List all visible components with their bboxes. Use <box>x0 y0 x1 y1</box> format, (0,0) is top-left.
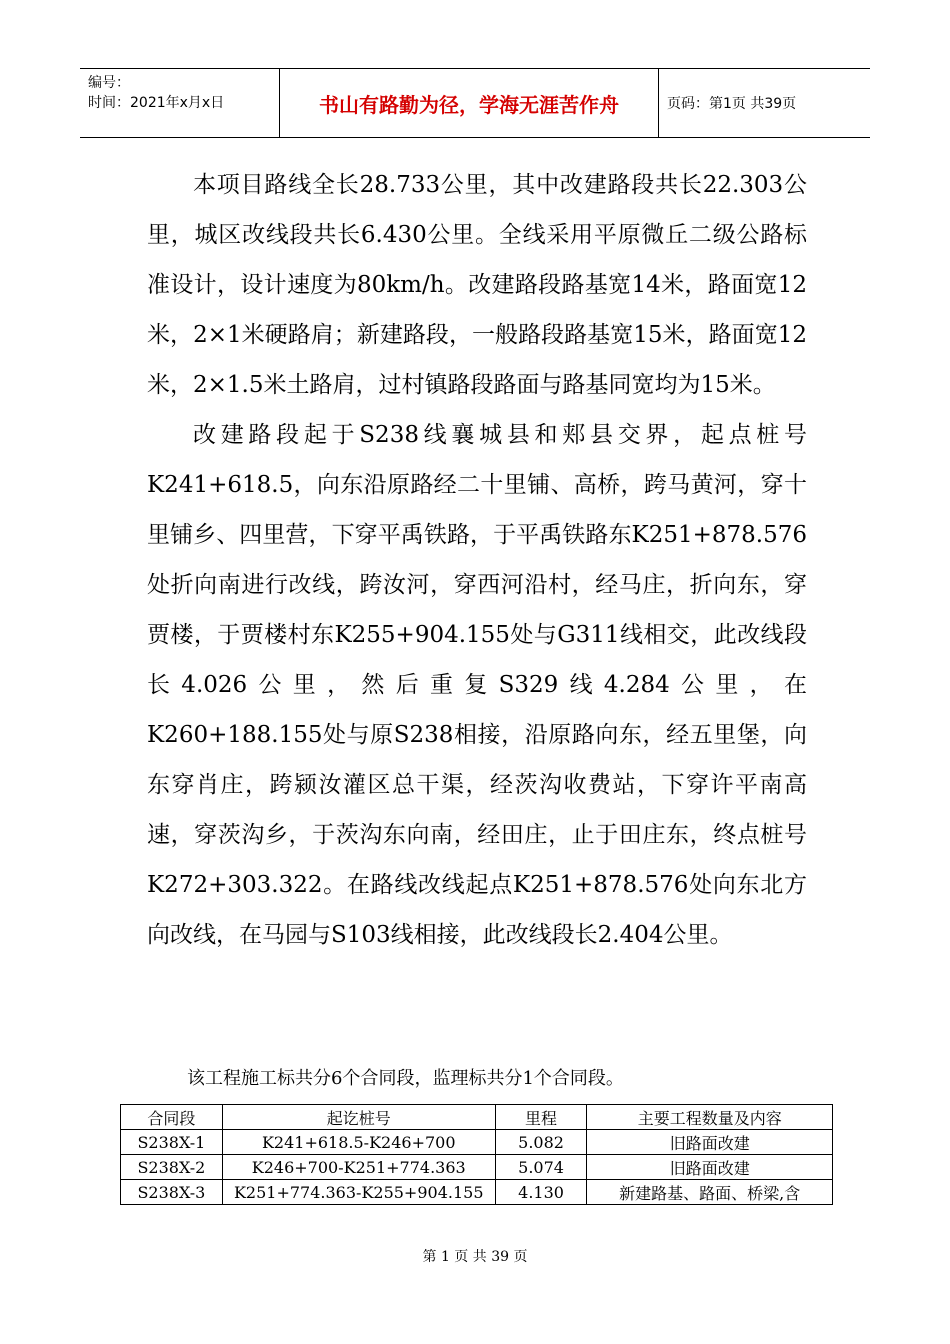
column-header: 合同段 <box>121 1105 223 1130</box>
body-text <box>147 160 807 960</box>
column-header: 主要工程数量及内容 <box>587 1105 833 1130</box>
document-number-label: 编号： <box>88 75 130 91</box>
table-row <box>121 1180 833 1205</box>
table-caption: 该工程施工标共分6个合同段，监理标共分1个合同段。 <box>187 1068 624 1089</box>
page-header <box>80 68 870 138</box>
table-cell: 旧路面改建 <box>587 1130 833 1155</box>
table-cell: 5.074 <box>495 1155 587 1180</box>
table-cell: K251+774.363-K255+904.155 <box>222 1180 495 1205</box>
table-row <box>121 1130 833 1155</box>
header-meta <box>80 69 280 137</box>
header-page-info: 页码：第1页 共39页 <box>667 96 797 112</box>
table-cell: S238X-2 <box>121 1155 223 1180</box>
header-motto: 书山有路勤为径，学海无涯苦作舟 <box>280 69 659 137</box>
page-footer: 第 1 页 共 39 页 <box>422 1249 528 1265</box>
document-time-label: 时间：2021年x月x日 <box>88 95 225 111</box>
table-cell: S238X-3 <box>121 1180 223 1205</box>
table-cell: S238X-1 <box>121 1130 223 1155</box>
table-cell: K241+618.5-K246+700 <box>222 1130 495 1155</box>
contract-sections-table <box>120 1104 833 1205</box>
table-row <box>121 1155 833 1180</box>
table-cell: K246+700-K251+774.363 <box>222 1155 495 1180</box>
table-cell: 新建路基、路面、桥梁,含 <box>587 1180 833 1205</box>
table-cell: 5.082 <box>495 1130 587 1155</box>
paragraph-route-description: 改建路段起于S238线襄城县和郏县交界，起点桩号K241+618.5，向东沿原路经二十里铺、高桥，跨马黄河，穿十里铺乡、四里营，下穿平禹铁路，于平禹铁路东K251+878.576处折向南进行改线，跨汝河，穿西河沿村，经马庄，折向东，穿贾楼，于贾楼村东K255+904.155处与G311线相交，此改线段长4.026公里，然后重复S329线4.284公里，在K260+188.155处与原S238相接，沿原路向东，经五里堡，向东穿肖庄，跨颍汝灌区总干渠，经茨沟收费站，下穿许平南高速，穿茨沟乡，于茨沟东向南，经田庄，止于田庄东，终点桩号K272+303.322。在路线改线起点K251+878.576处向东北方向改线，在马园与S103线相接，此改线段长2.404公里。 <box>147 422 807 948</box>
column-header: 里程 <box>495 1105 587 1130</box>
table-cell: 旧路面改建 <box>587 1155 833 1180</box>
table-cell: 4.130 <box>495 1180 587 1205</box>
table-header-row <box>121 1105 833 1130</box>
column-header: 起讫桩号 <box>222 1105 495 1130</box>
paragraph-route-overview: 本项目路线全长28.733公里，其中改建路段共长22.303公里，城区改线段共长6.430公里。全线采用平原微丘二级公路标准设计，设计速度为80km/h。改建路段路基宽14米，路面宽12米，2×1米硬路肩；新建路段，一般路段路基宽15米，路面宽12米，2×1.5米土路肩，过村镇路段路面与路基同宽均为15米。 <box>147 172 807 398</box>
